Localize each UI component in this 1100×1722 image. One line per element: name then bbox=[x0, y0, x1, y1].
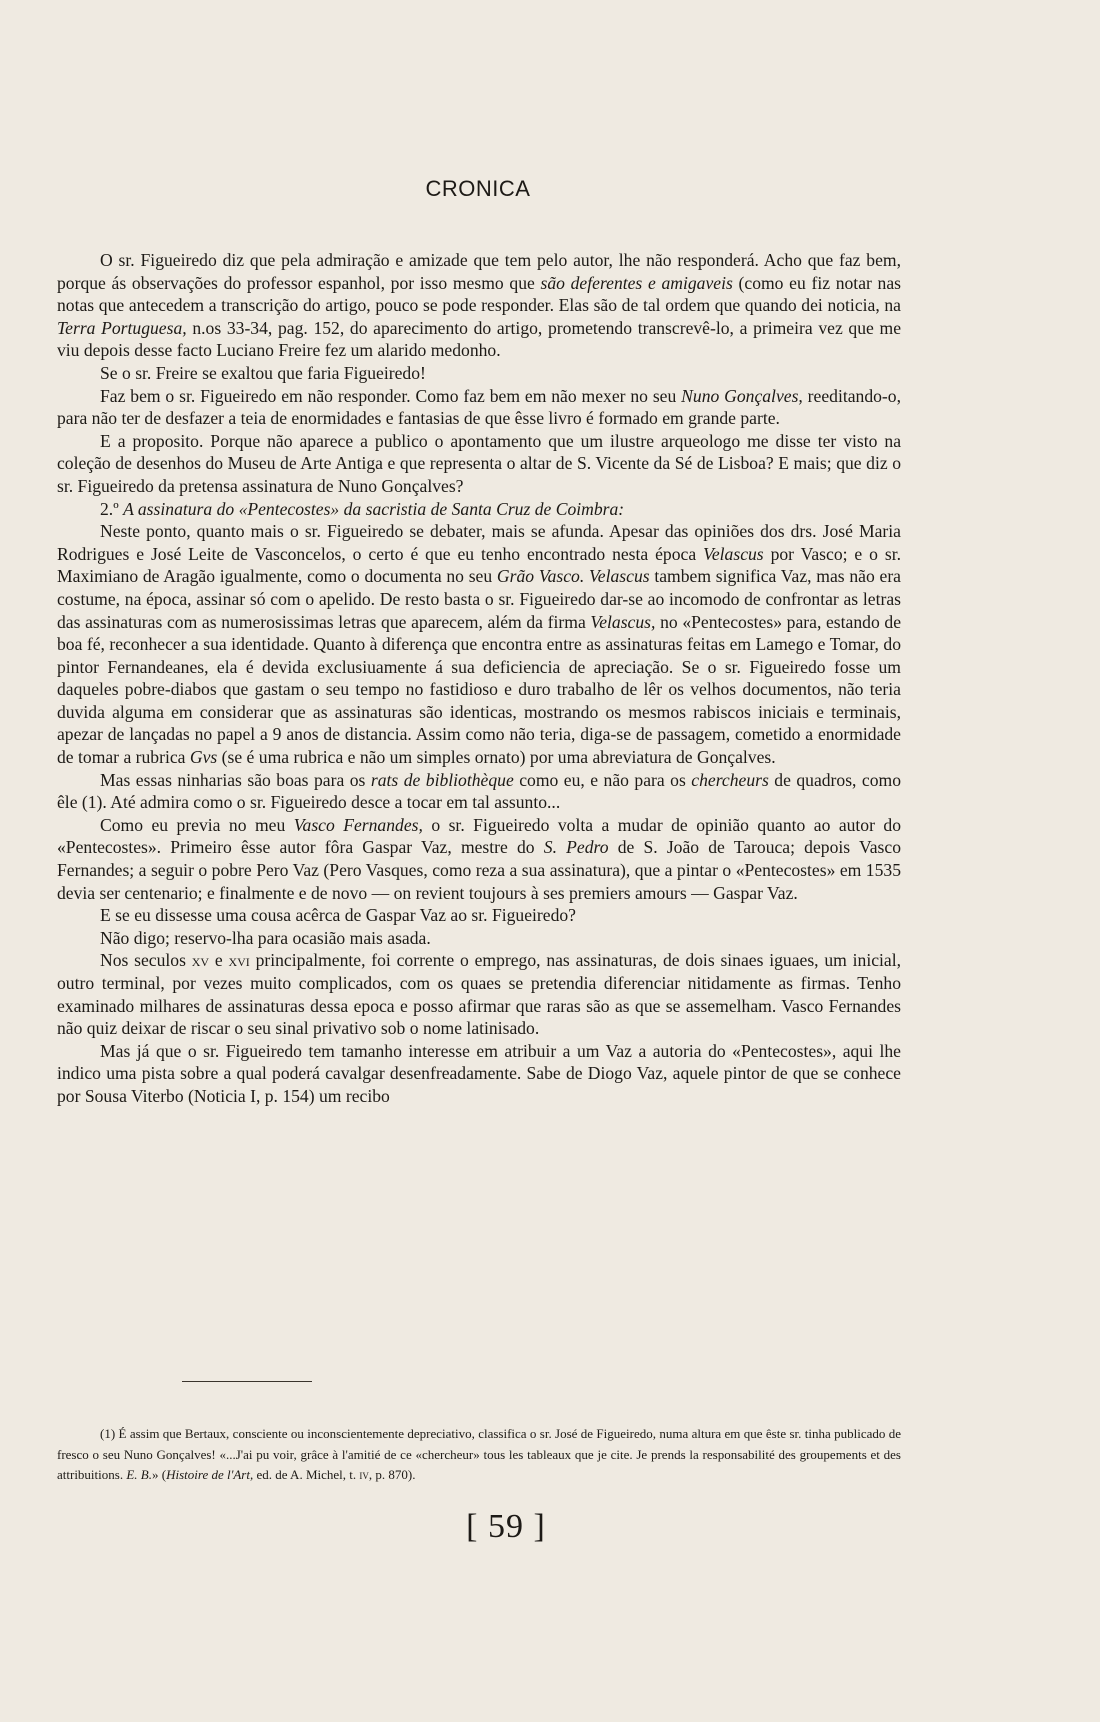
text-run: xv bbox=[191, 950, 210, 971]
paragraph bbox=[57, 1040, 901, 1108]
text-run: tambem significa Vaz, mas não era costume, na época, assinar só com o apelido. De resto basta o sr. Figueiredo dar-se ao incomodo de confrontar as letras das assinaturas com as numerosissimas letras que aparecem, além da firma bbox=[57, 566, 901, 632]
paragraph bbox=[57, 949, 901, 1039]
text-run: iv bbox=[359, 1467, 369, 1482]
italic-text: Vasco Fernandes, bbox=[293, 814, 423, 835]
text-run: , p. 870). bbox=[368, 1467, 416, 1482]
text-run: como eu, e não para os bbox=[513, 769, 692, 790]
body-text bbox=[57, 249, 901, 1108]
text-run: n.os 33-34, pag. 152, do aparecimento do artigo, prometendo transcrevê-lo, a primeira vez que me viu depois desse facto Luciano Freire fez um alarido medonho. bbox=[57, 317, 902, 361]
paragraph bbox=[57, 430, 901, 498]
text-run: Faz bem o sr. Figueiredo em não responder. Como faz bem em não mexer no seu bbox=[100, 385, 682, 406]
text-run: ed. de A. Michel, t. bbox=[253, 1467, 360, 1482]
italic-text: A assinatura do «Pentecostes» da sacristia de Santa Cruz de Coimbra: bbox=[123, 498, 625, 519]
text-run: Neste ponto, quanto mais o sr. Figueiredo se debater, mais se afunda. Apesar das opiniões dos drs. José Maria Rodrigues e José Leite de Vasconcelos, o certo é que eu tenho encontrado nesta época bbox=[57, 521, 901, 564]
text-run: xvi bbox=[228, 950, 250, 971]
text-run: Se o sr. Freire se exaltou que faria Figueiredo! bbox=[100, 362, 426, 383]
paragraph bbox=[57, 814, 901, 904]
footnote-paragraph bbox=[57, 1424, 901, 1486]
text-run: o sr. Figueiredo volta a mudar de opinião quanto ao autor do «Pentecostes». Primeiro êsse autor fôra Gaspar Vaz, mestre do bbox=[57, 814, 902, 858]
paragraph bbox=[57, 520, 901, 769]
text-run: Não digo; reservo-lha para ocasião mais asada. bbox=[100, 927, 431, 948]
text-run: (se é uma rubrica e não um simples ornato) por uma abreviatura de Gonçalves. bbox=[217, 747, 776, 768]
text-run: reeditando-o, para não ter de desfazer a teia de enormidades e fantasias de que êsse livro é formado em grande parte. bbox=[57, 385, 901, 429]
text-run: e bbox=[209, 950, 229, 971]
text-run: E se eu dissesse uma cousa acêrca de Gaspar Vaz ao sr. Figueiredo? bbox=[100, 905, 576, 926]
italic-text: Terra Portuguesa, bbox=[57, 317, 187, 338]
italic-text: Histoire de l'Art, bbox=[166, 1467, 254, 1482]
text-run: no «Pentecostes» para, estando de boa fé, reconhecer a sua identidade. Quanto à diferença que encontra entre as assinaturas feitas em Lamego e Tomar, do pintor Fernandeanes, ela é devida exclusiuamente á sua deficiencia de apreciação. Se o sr. Figueiredo fosse um daqueles pobre-diabos que gastam o seu tempo no fastidioso e duro trabalho de lêr os velhos documentos, não teria duvida alguma em considerar que as assinaturas são identicas, mostrando os mesmos rabiscos iniciais e terminais, apezar de lançadas no papel a 9 anos de distancia. Assim como não teria, diga-se de passagem, cometido a enormidade de tomar a rubrica bbox=[57, 611, 902, 768]
italic-text: Velascus bbox=[703, 543, 764, 564]
text-run: Como eu previa no meu bbox=[100, 814, 294, 835]
text-run: de S. João de Tarouca; depois Vasco Fernandes; a seguir o pobre Pero Vaz (Pero Vasques, como reza a sua assinatura), que a pintar o «Pentecostes» em 1535 devia ser centenario; e finalmente e de novo — on revient toujours à ses premiers amours — Gaspar Vaz. bbox=[57, 837, 901, 903]
italic-text: S. Pedro bbox=[543, 837, 609, 858]
text-run: » ( bbox=[151, 1467, 167, 1482]
text-run: 2.º bbox=[100, 498, 124, 519]
paragraph bbox=[57, 362, 901, 385]
page-title: CRONICA bbox=[425, 176, 531, 201]
italic-text: Grão Vasco. Velascus bbox=[496, 566, 650, 587]
text-run: Nos seculos bbox=[100, 950, 192, 971]
text-run: O sr. Figueiredo diz que pela admiração e amizade que tem pelo autor, lhe não responderá. Acho que faz bem, porque ás observações do professor espanhol, por isso mesmo que bbox=[57, 250, 901, 293]
italic-text: Gvs bbox=[189, 747, 218, 768]
text-run: Mas essas ninharias são boas para os bbox=[100, 769, 371, 790]
italic-text: são deferentes e amigaveis bbox=[540, 272, 733, 293]
text-run: principalmente, foi corrente o emprego, nas assinaturas, de dois sinaes iguaes, um inicial, outro terminal, por vezes muito complicados, com os quaes se pretendia diferenciar nitidamente as firmas. Tenho examinado milhares de assinaturas dessa epoca e posso afirmar que raras são as que se assemelham. Vasco Fernandes não quiz deixar de riscar o seu sinal privativo sob o nome latinisado. bbox=[57, 950, 901, 1039]
italic-text: Velascus, bbox=[590, 611, 656, 632]
italic-text: chercheurs bbox=[691, 769, 769, 790]
text-run: (como eu fiz notar nas notas que antecedem a transcrição do artigo, pouco se pode responder. Elas são de tal ordem que quando dei noticia, na bbox=[57, 272, 902, 316]
paragraph bbox=[57, 769, 901, 814]
italic-text: rats de bibliothèque bbox=[370, 769, 514, 790]
page-number: [ 59 ] bbox=[466, 1508, 546, 1545]
text-run: E a proposito. Porque não aparece a publico o apontamento que um ilustre arqueologo me disse ter visto na coleção de desenhos do Museu de Arte Antiga e que representa o altar de S. Vicente da Sé de Lisboa? E mais; que diz o sr. Figueiredo da pretensa assinatura de Nuno Gonçalves? bbox=[57, 430, 901, 496]
text-run: Mas já que o sr. Figueiredo tem tamanho interesse em atribuir a um Vaz a autoria do «Pentecostes», aqui lhe indico uma pista sobre a qual poderá cavalgar desenfreadamente. Sabe de Diogo Vaz, aquele pintor de que se conhece por Sousa Viterbo (Noticia I, p. 154) um recibo bbox=[57, 1040, 901, 1106]
text-run: de quadros, como êle (1). Até admira como o sr. Figueiredo desce a tocar em tal assunto... bbox=[57, 769, 902, 813]
paragraph bbox=[57, 249, 901, 362]
footnote bbox=[57, 1424, 901, 1486]
italic-text: Nuno Gonçalves, bbox=[681, 385, 803, 406]
paragraph bbox=[57, 498, 901, 521]
paragraph bbox=[57, 904, 901, 927]
text-run: por Vasco; e o sr. Maximiano de Aragão igualmente, como o documenta no seu bbox=[57, 543, 901, 587]
paragraph bbox=[57, 927, 901, 950]
footnote-divider bbox=[182, 1381, 312, 1382]
paragraph bbox=[57, 385, 901, 430]
text-run: (1) É assim que Bertaux, consciente ou inconscientemente depreciativo, classifica o sr. José de Figueiredo, numa altura em que êste sr. tinha publicado de fresco o seu Nuno Gonçalves! «...J'ai pu voir, grâce à l'amitié de ce «chercheur» tous les tableaux que je cite. Je prends la responsabilité des groupements et des attribuitions. bbox=[57, 1426, 901, 1482]
italic-text: E. B. bbox=[126, 1467, 152, 1482]
